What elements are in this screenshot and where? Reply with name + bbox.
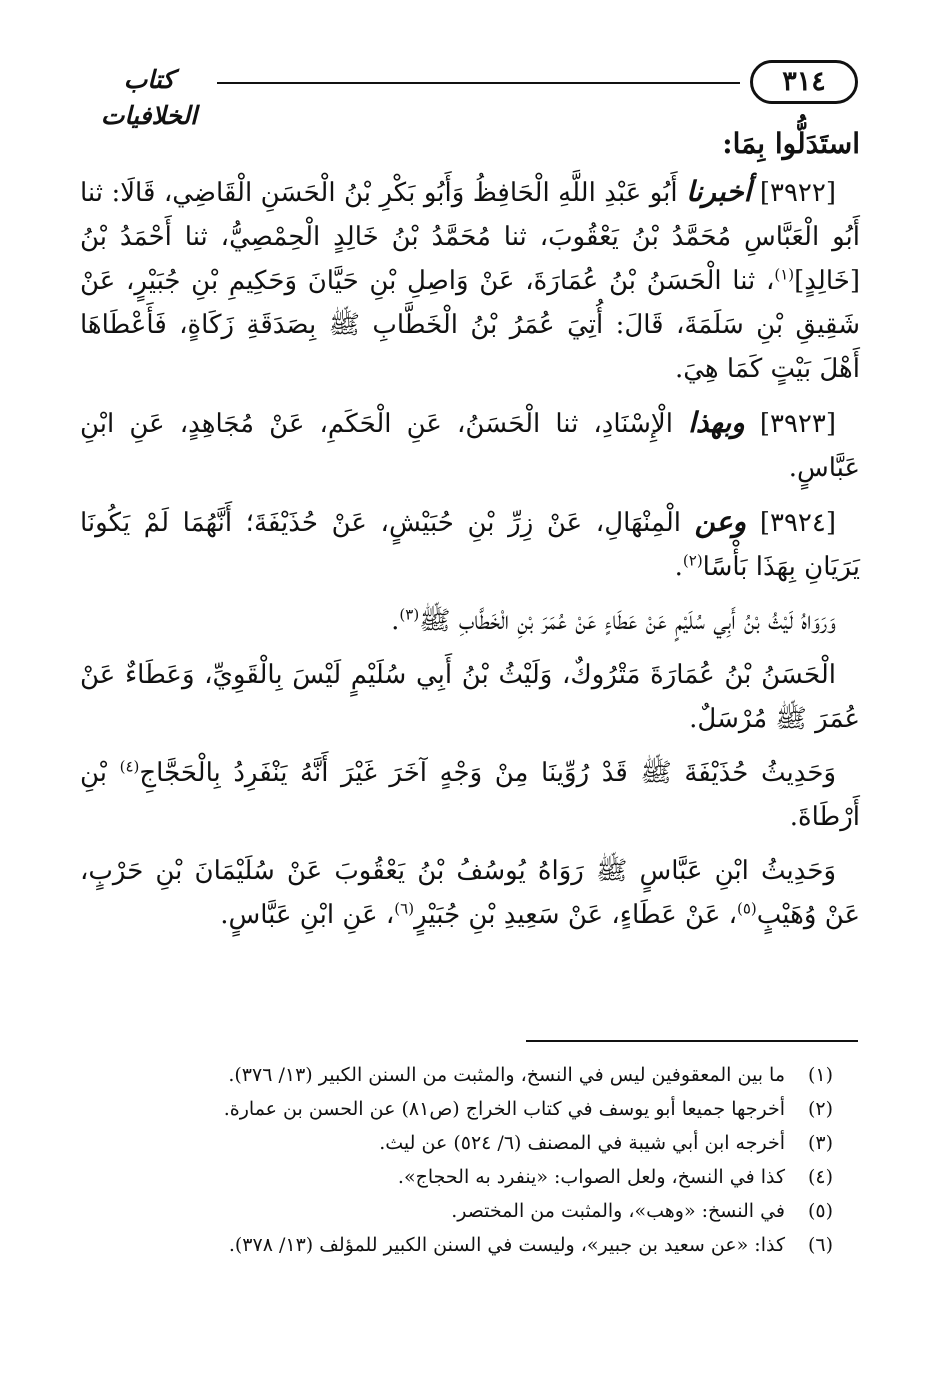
section-heading: استَدَلُّوا بِمَا: [722, 127, 860, 160]
footnote-item [153, 1058, 833, 1092]
commentary-text: وَرَوَاهُ لَيْثُ بْنُ أَبِي سُلَيْمٍ عَنْ عَطَاءٍ عَنْ عُمَرَ بْنِ الْخَطَّابِ ﷺ [419, 606, 836, 636]
footnote-number: (٥) [807, 1200, 833, 1222]
footnote-number: (٢) [807, 1098, 833, 1120]
narration-keyword: أخبرنا [686, 175, 752, 208]
hadith-text: الْمِنْهَالِ، عَنْ زِرِّ بْنِ حُبَيْشٍ، عَنْ حُذَيْفَةَ؛ أَنَّهُمَا لَمْ يَكُونَا يَرَيَانِ بِهَذَا بَأْسًا [80, 508, 860, 582]
footnote-separator [526, 1040, 858, 1042]
footnote-text: أخرجه ابن أبي شيبة في المصنف (٦/ ٥٢٤) عن ليث. [379, 1132, 785, 1154]
commentary-paragraph [80, 653, 860, 741]
commentary-text: . [391, 606, 400, 636]
footnote-item [153, 1228, 833, 1262]
hadith-text: أَبُو عَبْدِ اللَّهِ الْحَافِظُ وَأَبُو بَكْرِ بْنُ الْحَسَنِ الْقَاضِي، قَالَا: ثنا أَبُو الْعَبَّاسِ مُحَمَّدُ بْنُ يَعْقُوبَ، ثنا مُحَمَّدُ بْنُ خَالِدٍ الْحِمْصِيُّ، ثنا أَحْمَدُ بْنُ [خَالِدٍ] [80, 178, 860, 296]
footnote-marker: (٣) [399, 605, 420, 624]
hadith-text: الْإِسْنَادِ، ثنا الْحَسَنُ، عَنِ الْحَكَمِ، عَنْ مُجَاهِدٍ، عَنِ ابْنِ عَبَّاسٍ. [80, 409, 860, 483]
footnotes-list [153, 1058, 833, 1262]
narration-keyword: وعن [694, 505, 747, 538]
footnote-number: (٣) [807, 1132, 833, 1154]
commentary-text: ، عَنِ ابْنِ عَبَّاسٍ. [220, 900, 395, 930]
footnote-item [153, 1126, 833, 1160]
footnote-number: (٦) [807, 1234, 833, 1256]
hadith-3922 [80, 170, 860, 391]
commentary-text: الْحَسَنُ بْنُ عُمَارَةَ مَتْرُوكٌ، وَلَيْثُ بْنُ أَبِي سُلَيْمٍ لَيْسَ بِالْقَوِيِّ، وَعَطَاءٌ عَنْ عُمَرَ ﷺ مُرْسَلٌ. [80, 660, 860, 734]
main-text [80, 122, 860, 947]
hadith-text: . [674, 552, 683, 582]
footnote-marker: (٢) [682, 551, 703, 570]
footnote-number: (٤) [807, 1166, 833, 1188]
commentary-text: ، عَنْ عَطَاءٍ، عَنْ سَعِيدِ بْنِ جُبَيْرٍ [414, 900, 737, 930]
page-header [85, 58, 858, 130]
hadith-3924 [80, 500, 860, 589]
footnote-item [153, 1194, 833, 1228]
footnote-text: كذا: «عن سعيد بن جبير»، وليست في السنن الكبير للمؤلف (١٣/ ٣٧٨). [228, 1234, 785, 1256]
footnote-text: أخرجها جميعا أبو يوسف في كتاب الخراج (ص٨١) عن الحسن بن عمارة. [223, 1098, 785, 1120]
hadith-text: ، ثنا الْحَسَنُ بْنُ عُمَارَةَ، عَنْ وَاصِلِ بْنِ حَيَّانَ وَحَكِيمِ بْنِ جُبَيْرٍ، عَنْ شَقِيقِ بْنِ سَلَمَةَ، قَالَ: أُتِيَ عُمَرُ بْنُ الْخَطَّابِ ﷺ بِصَدَقَةِ زَكَاةٍ، فَأَعْطَاهَا أَهْلَ بَيْتٍ كَمَا هِيَ. [80, 266, 860, 384]
page-number: ٣١٤ [750, 60, 858, 104]
commentary-text: بْنِ أَرْطَاةَ. [80, 758, 860, 832]
narration-keyword: وبهذا [688, 406, 745, 439]
book-title: كتاب الخلافيات [100, 65, 198, 130]
header-rule [217, 82, 740, 84]
footnote-text: في النسخ: «وهب»، والمثبت من المختصر. [451, 1200, 785, 1222]
commentary-paragraph [80, 751, 860, 839]
footnote-marker: (٥) [737, 899, 757, 918]
footnote-text: ما بين المعقوفين ليس في النسخ، والمثبت من السنن الكبير (١٣/ ٣٧٦). [228, 1064, 785, 1086]
footnote-text: كذا في النسخ، ولعل الصواب: «ينفرد به الحجاج». [397, 1166, 785, 1188]
commentary-paragraph [80, 599, 860, 643]
footnote-item [153, 1160, 833, 1194]
footnote-marker: (٦) [394, 899, 415, 918]
hadith-number: [٣٩٢٤] [759, 508, 837, 538]
hadith-3923 [80, 401, 860, 490]
footnote-number: (١) [807, 1064, 833, 1086]
commentary-paragraph [80, 849, 860, 937]
commentary-text: وَحَدِيثُ حُذَيْفَةَ ﷺ قَدْ رُوِّينَا مِنْ وَجْهٍ آخَرَ غَيْرَ أَنَّهُ يَنْفَرِدُ بِالْحَجَّاجِ [139, 758, 836, 788]
footnote-marker: (٤) [119, 757, 140, 776]
hadith-number: [٣٩٢٢] [759, 178, 837, 208]
hadith-number: [٣٩٢٣] [759, 409, 837, 439]
commentary-text: وَحَدِيثُ ابْنِ عَبَّاسٍ ﷺ رَوَاهُ يُوسُفُ بْنُ يَعْقُوبَ عَنْ سُلَيْمَانَ بْنِ حَرْبٍ، عَنْ وُهَيْبٍ [80, 856, 860, 930]
footnote-item [153, 1092, 833, 1126]
footnote-marker: (١) [774, 265, 795, 284]
